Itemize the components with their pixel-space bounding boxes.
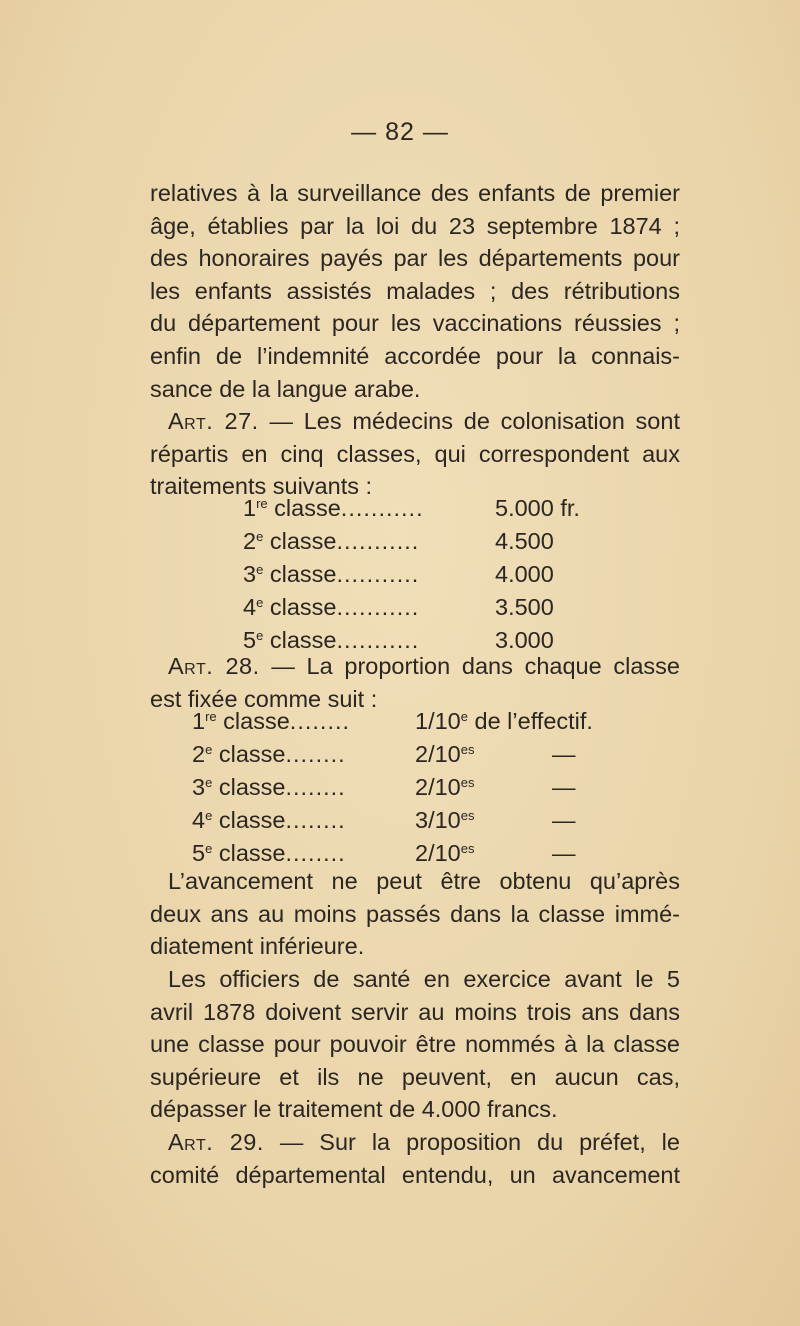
rank-suffix: re bbox=[256, 496, 268, 511]
rank-suffix: e bbox=[256, 595, 264, 610]
article-29 bbox=[150, 1126, 680, 1191]
rank-suffix: re bbox=[205, 709, 217, 724]
rank: 4 bbox=[243, 594, 257, 620]
rank-suffix: e bbox=[256, 529, 264, 544]
ditto-dash: — bbox=[552, 774, 576, 800]
leader-dots: ........ bbox=[285, 807, 346, 833]
fraction-suffix: es bbox=[460, 742, 475, 757]
text-line: avril 1878 doivent servir au moins trois ans dans bbox=[150, 998, 680, 1025]
rank-suffix: e bbox=[256, 628, 264, 643]
rank: 1 bbox=[192, 708, 206, 734]
fraction: 2/10 bbox=[415, 840, 461, 866]
rank: 2 bbox=[243, 528, 257, 554]
page-number: — 82 — bbox=[351, 118, 449, 146]
proportion-value bbox=[415, 771, 474, 803]
ditto-dash: — bbox=[552, 807, 576, 833]
text-line: une classe pour pouvoir être nommés à la classe bbox=[150, 1031, 680, 1058]
fraction-suffix: e bbox=[460, 709, 468, 724]
proportion-row bbox=[192, 738, 346, 770]
text-fragment: — Sur la proposition du préfet, le bbox=[263, 1129, 680, 1155]
ditto-dash: — bbox=[552, 840, 576, 866]
text-line: sance de la langue arabe. bbox=[150, 375, 421, 402]
text-line: relatives à la surveillance des enfants de premier bbox=[150, 180, 680, 206]
text-line: L’avancement ne peut être obtenu qu’après bbox=[168, 868, 680, 894]
leader-dots: ........... bbox=[336, 561, 420, 587]
class-label: classe bbox=[218, 741, 286, 767]
leader-dots: ........ bbox=[289, 708, 351, 734]
text-line: âge, établies par la loi du 23 septembre 1874 ; bbox=[150, 212, 680, 239]
rank-suffix: e bbox=[205, 841, 213, 856]
salary-row bbox=[243, 492, 424, 524]
text-fragment: — La proportion dans chaque classe bbox=[259, 653, 680, 679]
rank: 4 bbox=[192, 807, 206, 833]
leader-dots: ........... bbox=[336, 627, 420, 653]
article-label: Art. 28. bbox=[168, 653, 260, 679]
rank: 1 bbox=[243, 495, 257, 521]
class-label: classe bbox=[269, 561, 337, 587]
text-line: est fixée comme suit : bbox=[150, 685, 378, 712]
salary-row bbox=[243, 525, 419, 557]
rank-suffix: e bbox=[205, 742, 213, 757]
proportion-row bbox=[192, 705, 350, 737]
rank: 2 bbox=[192, 741, 206, 767]
text-line: Les officiers de santé en exercice avant le 5 bbox=[168, 966, 680, 992]
salary-row bbox=[243, 591, 419, 623]
leader-dots: ........ bbox=[285, 774, 346, 800]
salary-amount: 5.000 fr. bbox=[495, 495, 580, 521]
text-line: comité départemental entendu, un avancement bbox=[150, 1161, 680, 1188]
rank: 3 bbox=[192, 774, 206, 800]
salary-amount: 4.000 bbox=[495, 561, 554, 587]
proportion-row bbox=[192, 804, 346, 836]
rank: 5 bbox=[243, 627, 257, 653]
fraction-suffix: es bbox=[460, 775, 475, 790]
fraction-tail: de l’effectif. bbox=[474, 708, 593, 734]
text-line: des honoraires payés par les départements pour bbox=[150, 245, 680, 272]
proportion-value bbox=[415, 705, 593, 737]
text-line: deux ans au moins passés dans la classe immé- bbox=[150, 900, 680, 927]
paragraph-surveillance bbox=[150, 177, 680, 405]
fraction-suffix: es bbox=[460, 841, 475, 856]
leader-dots: ........ bbox=[285, 840, 346, 866]
paragraph-avancement bbox=[150, 865, 680, 963]
class-label: classe bbox=[269, 627, 337, 653]
leader-dots: ........... bbox=[336, 528, 420, 554]
leader-dots: ........ bbox=[285, 741, 346, 767]
fraction: 2/10 bbox=[415, 741, 461, 767]
class-label: classe bbox=[218, 774, 286, 800]
text-line: dépasser le traitement de 4.000 francs. bbox=[150, 1096, 558, 1123]
text-line: supérieure et ils ne peuvent, en aucun cas, bbox=[150, 1063, 680, 1090]
text-line bbox=[150, 1126, 680, 1159]
salary-amount: 3.000 bbox=[495, 627, 554, 653]
text-line: répartis en cinq classes, qui correspondent aux bbox=[150, 440, 680, 467]
text-line: enfin de l’indemnité accordée pour la connais- bbox=[150, 342, 680, 369]
leader-dots: ........... bbox=[340, 495, 424, 521]
text-line: les enfants assistés malades ; des rétributions bbox=[150, 277, 680, 304]
rank-suffix: e bbox=[205, 775, 213, 790]
fraction: 2/10 bbox=[415, 774, 461, 800]
ditto-dash: — bbox=[552, 741, 576, 767]
text-line bbox=[150, 650, 680, 683]
salary-row bbox=[243, 558, 419, 590]
leader-dots: ........... bbox=[336, 594, 420, 620]
proportion-row bbox=[192, 771, 346, 803]
proportion-value bbox=[415, 804, 474, 836]
article-label: Art. 27. bbox=[168, 408, 259, 434]
rank-suffix: e bbox=[256, 562, 264, 577]
fraction: 1/10 bbox=[415, 708, 461, 734]
text-line bbox=[150, 405, 680, 438]
rank-suffix: e bbox=[205, 808, 213, 823]
article-label: Art. 29. bbox=[168, 1129, 264, 1155]
salary-amount: 3.500 bbox=[495, 594, 554, 620]
proportion-value bbox=[415, 738, 474, 770]
text-line: traitements suivants : bbox=[150, 473, 373, 500]
text-fragment: — Les médecins de colonisation sont bbox=[258, 408, 680, 434]
text-line: diatement inférieure. bbox=[150, 933, 365, 960]
article-27 bbox=[150, 405, 680, 503]
class-label: classe bbox=[218, 840, 286, 866]
class-label: classe bbox=[218, 807, 286, 833]
text-line: du département pour les vaccinations réussies ; bbox=[150, 310, 680, 337]
paragraph-officiers bbox=[150, 963, 680, 1126]
fraction: 3/10 bbox=[415, 807, 461, 833]
fraction-suffix: es bbox=[460, 808, 475, 823]
class-label: classe bbox=[223, 708, 290, 734]
salary-amount: 4.500 bbox=[495, 528, 554, 554]
class-label: classe bbox=[269, 594, 337, 620]
rank: 3 bbox=[243, 561, 257, 587]
rank: 5 bbox=[192, 840, 206, 866]
class-label: classe bbox=[269, 528, 337, 554]
class-label: classe bbox=[274, 495, 341, 521]
